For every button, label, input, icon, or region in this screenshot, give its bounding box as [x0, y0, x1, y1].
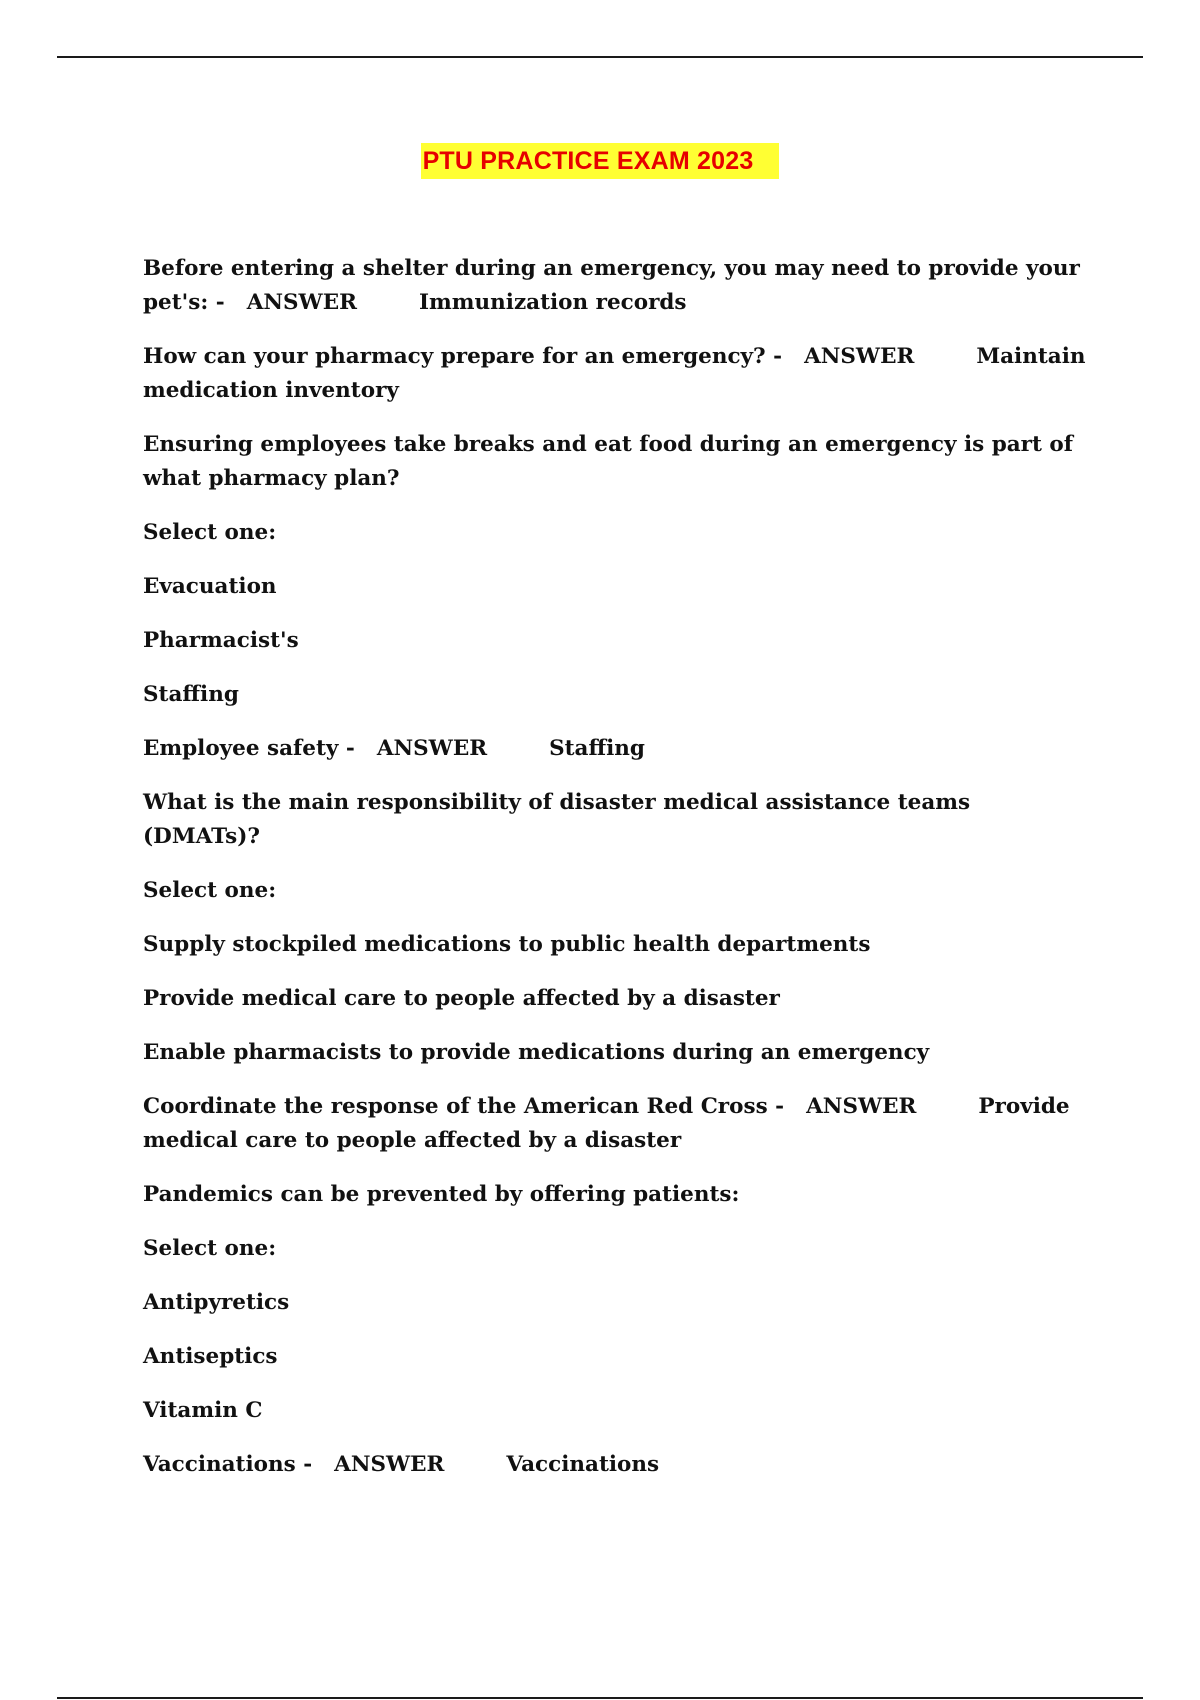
bottom-rule [57, 1697, 1143, 1699]
answer-text: Provide medical care to people affected by a disaster [143, 1094, 1070, 1153]
answer-text: Immunization records [418, 290, 687, 315]
answer-text: Vaccinations [506, 1452, 660, 1477]
option-item [143, 1036, 1088, 1070]
option-item [143, 1394, 1088, 1428]
question-text: Before entering a shelter during an emergency, you may need to provide your pet's: - [143, 256, 1080, 315]
option-text: Evacuation [143, 574, 277, 599]
question-paragraph [143, 732, 1088, 766]
option-item [143, 570, 1088, 604]
select-one-label [143, 516, 1088, 550]
question-paragraph [143, 252, 1088, 320]
option-item [143, 1286, 1088, 1320]
option-item [143, 982, 1088, 1016]
answer-label: ANSWER [804, 344, 915, 369]
question-text: Vaccinations - [143, 1452, 313, 1477]
question-paragraph [143, 1448, 1088, 1482]
question-text: How can your pharmacy prepare for an emergency? - [143, 344, 783, 369]
select-one-text: Select one: [143, 1236, 277, 1261]
option-item [143, 624, 1088, 658]
option-text: Enable pharmacists to provide medications during an emergency [143, 1040, 930, 1065]
answer-text: Staffing [549, 736, 645, 761]
question-text: What is the main responsibility of disaster medical assistance teams (DMATs)? [143, 790, 971, 849]
question-paragraph [143, 1090, 1088, 1158]
question-paragraph [143, 1178, 1088, 1212]
answer-label: ANSWER [376, 736, 488, 761]
option-item [143, 928, 1088, 962]
option-text: Pharmacist's [143, 628, 299, 653]
option-item [143, 678, 1088, 712]
question-text: Pandemics can be prevented by offering patients: [143, 1182, 740, 1207]
option-text: Vitamin C [143, 1398, 263, 1423]
answer-label: ANSWER [806, 1094, 917, 1119]
answer-text: Maintain medication inventory [143, 344, 1086, 403]
question-paragraph [143, 786, 1088, 854]
page-title: PTU PRACTICE EXAM 2023 [421, 143, 780, 179]
option-text: Supply stockpiled medications to public health departments [143, 932, 871, 957]
option-text: Antiseptics [143, 1344, 278, 1369]
question-paragraph [143, 340, 1088, 408]
select-one-text: Select one: [143, 520, 277, 545]
answer-label: ANSWER [246, 290, 357, 315]
question-paragraph [143, 428, 1088, 496]
select-one-text: Select one: [143, 878, 277, 903]
question-text: Coordinate the response of the American Red Cross - [143, 1094, 785, 1119]
top-rule [57, 56, 1143, 58]
option-text: Antipyretics [143, 1290, 290, 1315]
option-item [143, 1340, 1088, 1374]
select-one-label [143, 874, 1088, 908]
question-text: Employee safety - [143, 736, 355, 761]
question-text: Ensuring employees take breaks and eat food during an emergency is part of what pharmacy plan? [143, 432, 1074, 491]
answer-label: ANSWER [334, 1452, 445, 1477]
title-container [0, 143, 1200, 179]
select-one-label [143, 1232, 1088, 1266]
document-body [143, 252, 1088, 1502]
option-text: Staffing [143, 682, 239, 707]
option-text: Provide medical care to people affected by a disaster [143, 986, 780, 1011]
